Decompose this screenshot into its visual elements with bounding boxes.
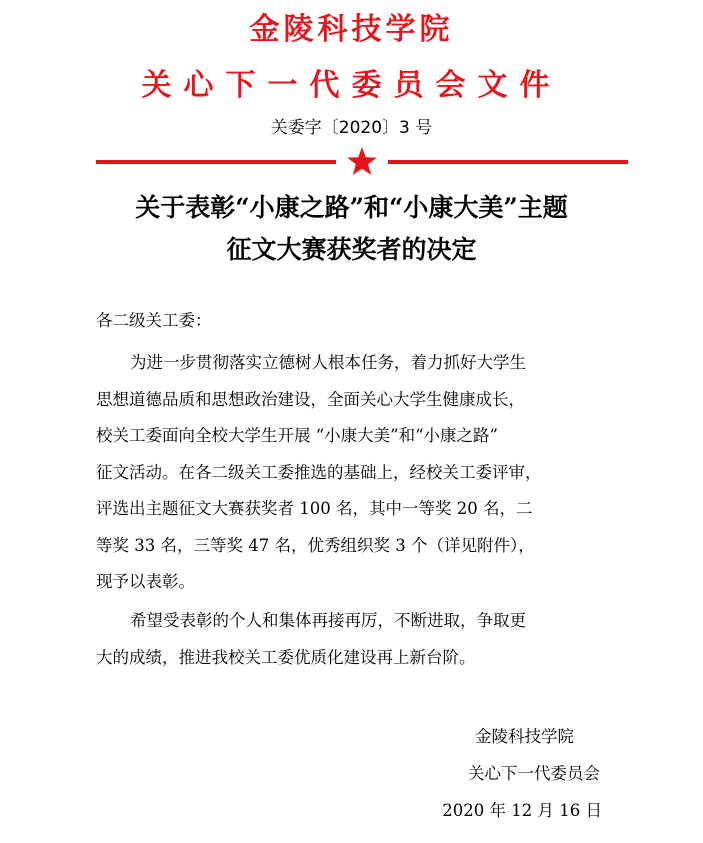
- body-paragraph-2: [96, 603, 609, 676]
- paragraph-line: 评选出主题征文大赛获奖者 100 名，其中一等奖 20 名，二: [96, 499, 533, 518]
- signature-date: 2020 年 12 月 16 日: [442, 801, 602, 820]
- salutation: 各二级关工委：: [96, 311, 212, 330]
- paragraph-line: 希望受表彰的个人和集体再接再厉，不断进取，争取更: [130, 611, 526, 630]
- paragraph-line: 等奖 33 名，三等奖 47 名，优秀组织奖 3 个（详见附件），: [96, 535, 535, 555]
- document-number: 关委字〔2020〕3 号: [270, 118, 433, 138]
- signature-committee: 关心下一代委员会: [468, 764, 600, 783]
- body-paragraph-1: [96, 345, 609, 601]
- red-divider-left: [96, 160, 336, 164]
- paragraph-line: 为进一步贯彻落实立德树人根本任务，着力抓好大学生: [130, 353, 526, 372]
- signature-org: 金陵科技学院: [475, 727, 574, 746]
- paragraph-line: 思想道德品质和思想政治建设，全面关心大学生健康成长，: [96, 389, 525, 409]
- paragraph-line: 现予以表彰。: [96, 572, 195, 591]
- paragraph-line: 校关工委面向全校大学生开展 “小康大美”和“小康之路”: [96, 426, 498, 445]
- document-title-line-1: 关于表彰“小康之路”和“小康大美”主题: [135, 193, 568, 222]
- document-kind: 关心下一代委员会文件: [141, 68, 562, 103]
- red-divider-right: [388, 160, 628, 164]
- document-issuer: 金陵科技学院: [249, 12, 454, 47]
- document-title-line-2: 征文大赛获奖者的决定: [226, 235, 477, 264]
- star-icon: [346, 146, 378, 176]
- paragraph-line: 征文活动。在各二级关工委推选的基础上，经校关工委评审，: [96, 462, 542, 482]
- paragraph-line: 大的成绩，推进我校关工委优质化建设再上新台阶。: [96, 647, 476, 667]
